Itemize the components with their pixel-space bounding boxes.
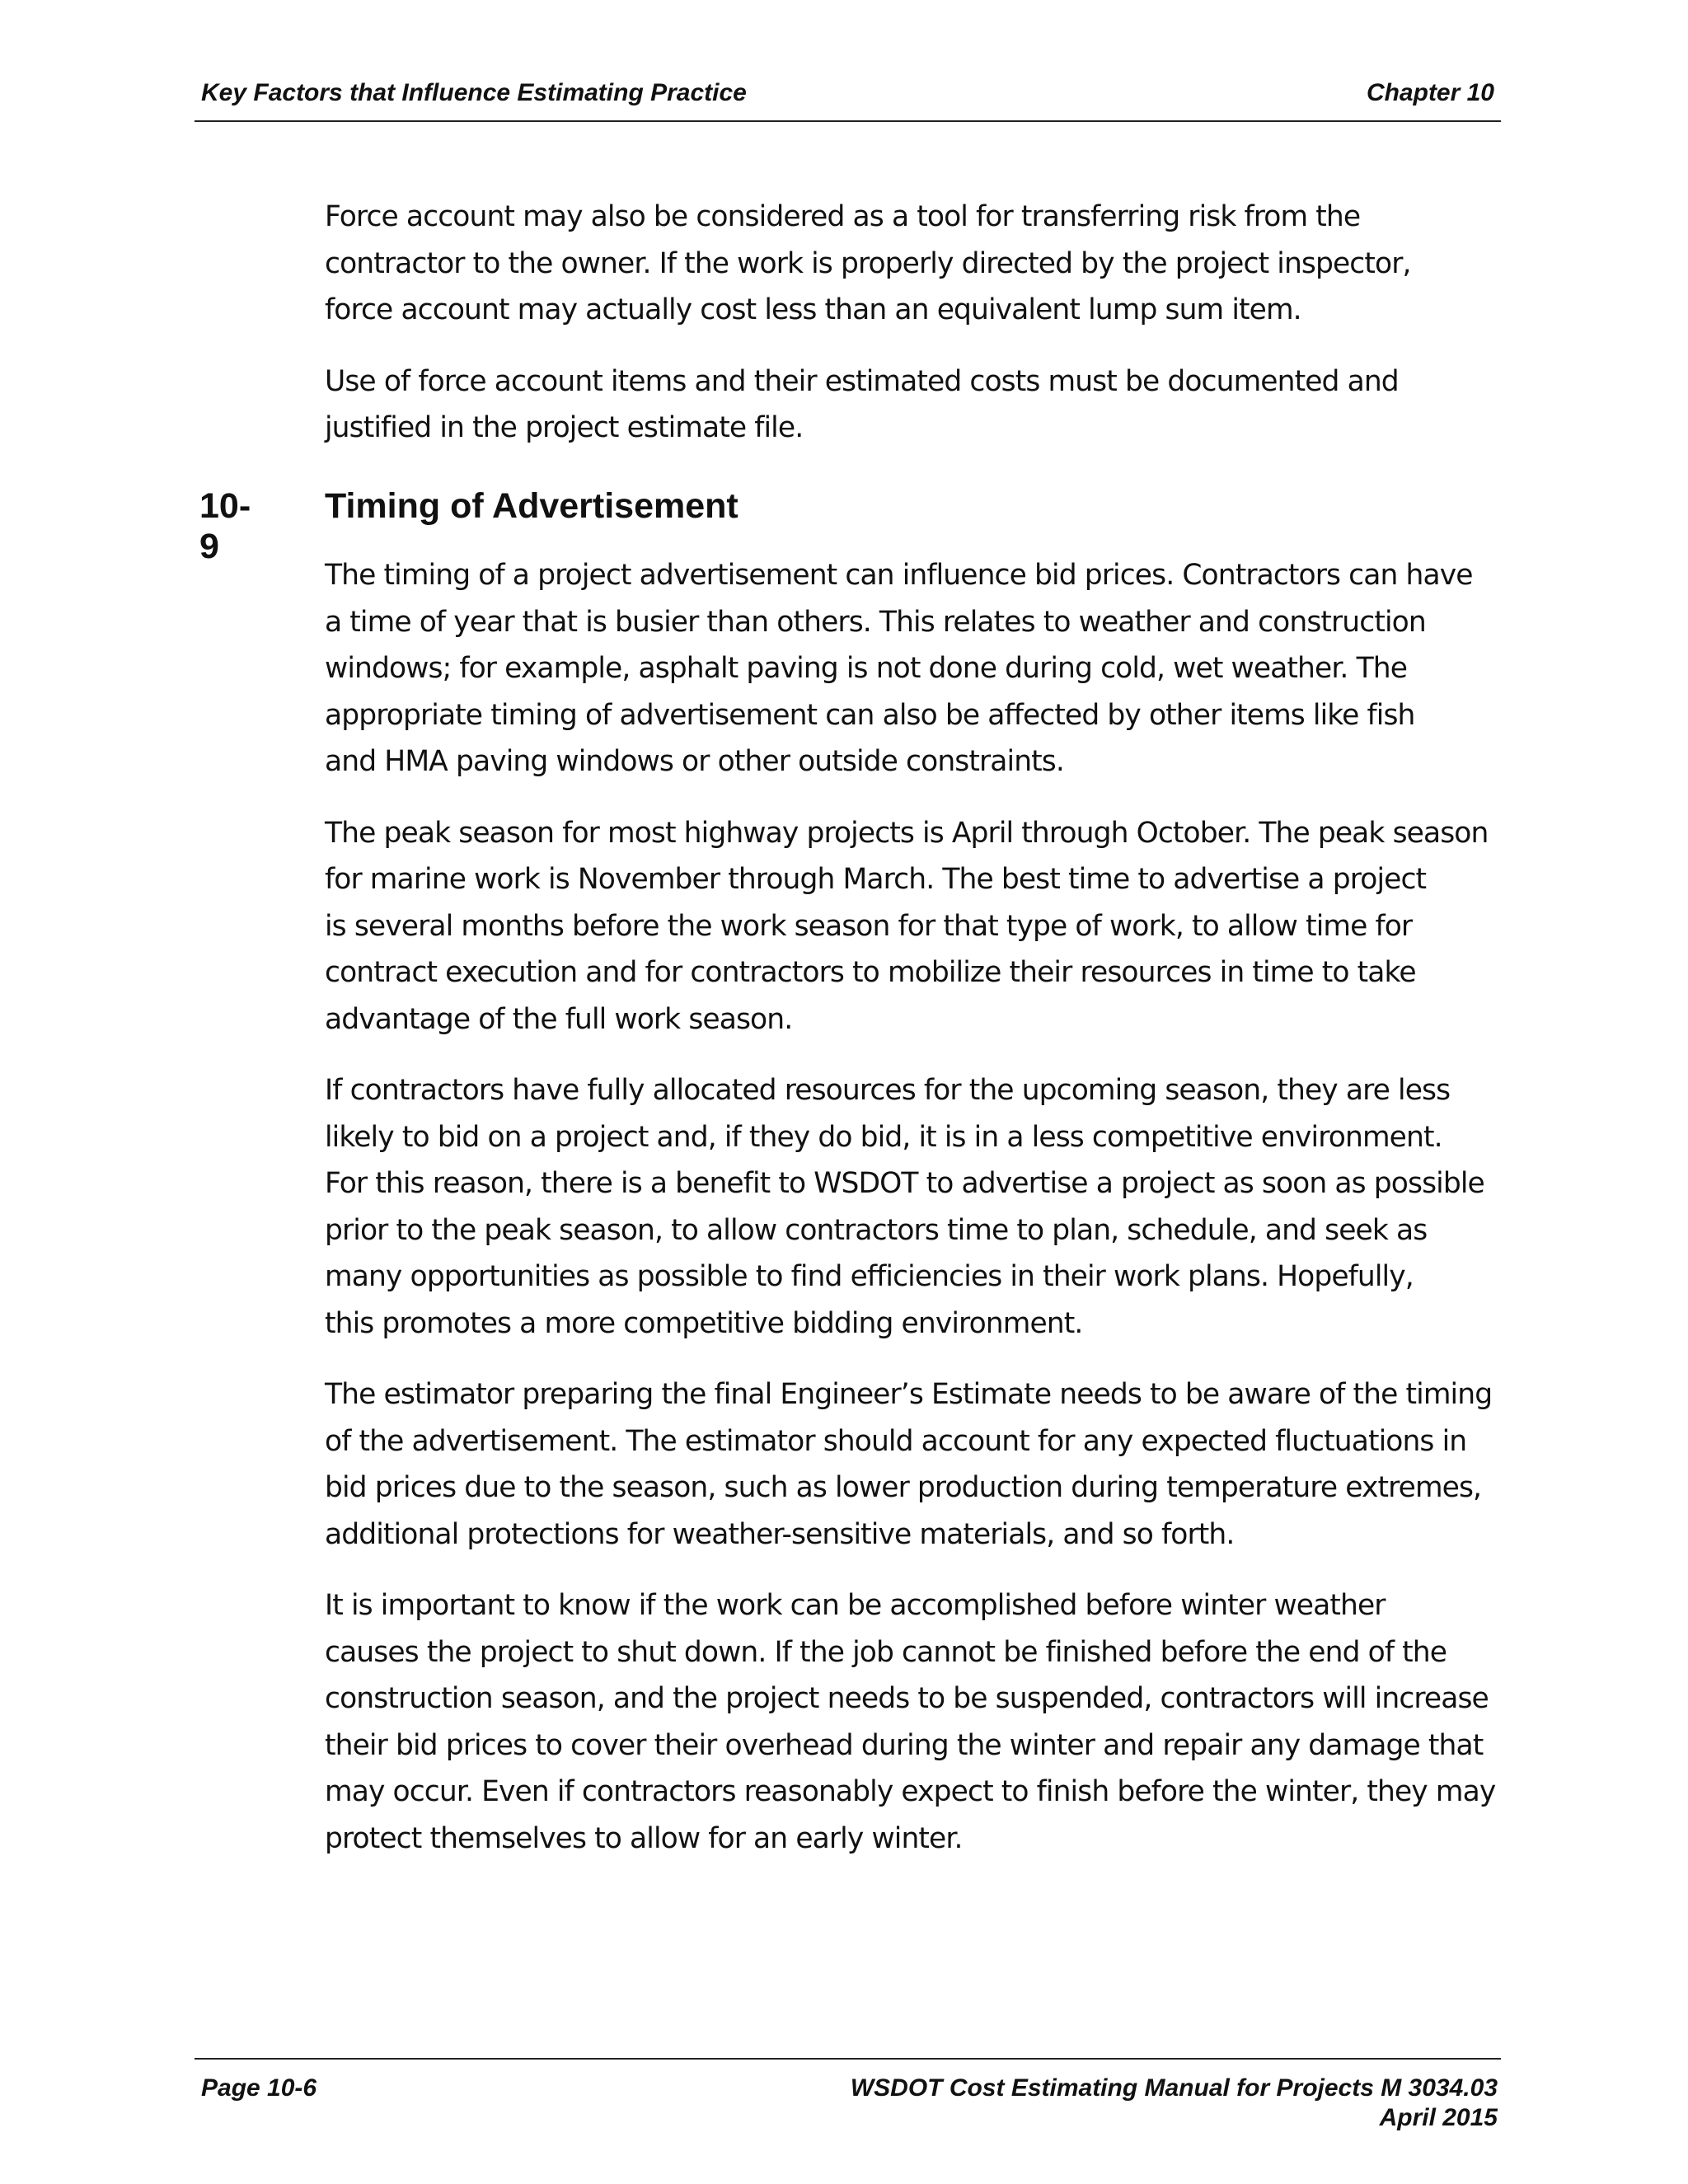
section-body (325, 552, 1503, 1886)
paragraph (325, 1582, 1503, 1862)
intro-text (325, 194, 1503, 476)
text-line: contractor to the owner. If the work is properly directed by the project inspector, (325, 246, 1411, 280)
text-line: this promotes a more competitive bidding environment. (325, 1306, 1083, 1340)
text-line: appropriate timing of advertisement can also be affected by other items like fish (325, 698, 1415, 732)
text-line: for marine work is November through March. The best time to advertise a project (325, 863, 1427, 896)
paragraph (325, 1371, 1503, 1558)
text-line: likely to bid on a project and, if they do bid, it is in a less competitive environment. (325, 1120, 1442, 1154)
header-chapter: Chapter 10 (1366, 79, 1494, 106)
text-line: The peak season for most highway projects is April through October. The peak season (325, 816, 1489, 850)
text-line: The timing of a project advertisement can influence bid prices. Contractors can have (325, 559, 1473, 592)
text-line: may occur. Even if contractors reasonably expect to finish before the winter, they may (325, 1775, 1496, 1808)
text-line: additional protections for weather-sensitive materials, and so forth. (325, 1517, 1235, 1551)
section-title: Timing of Advertisement (325, 486, 738, 526)
text-line: windows; for example, asphalt paving is not done during cold, wet weather. The (325, 652, 1408, 685)
publication-date: April 2015 (1379, 2104, 1498, 2131)
text-line: Use of force account items and their estimated costs must be documented and (325, 364, 1399, 398)
text-line: Force account may also be considered as a tool for transferring risk from the (325, 200, 1361, 233)
paragraph (325, 1067, 1503, 1347)
text-line: prior to the peak season, to allow contractors time to plan, schedule, and seek as (325, 1213, 1428, 1247)
paragraph (325, 552, 1503, 785)
header-title: Key Factors that Influence Estimating Practice (201, 79, 747, 106)
text-line: If contractors have fully allocated resources for the upcoming season, they are less (325, 1074, 1451, 1107)
text-line: is several months before the work season for that type of work, to allow time for (325, 909, 1413, 943)
text-line: The estimator preparing the final Engineer’s Estimate needs to be aware of the timing (325, 1378, 1493, 1411)
text-line: For this reason, there is a benefit to WSDOT to advertise a project as soon as possible (325, 1167, 1484, 1200)
text-line: construction season, and the project needs to be suspended, contractors will increase (325, 1682, 1489, 1715)
text-line: causes the project to shut down. If the job cannot be finished before the end of the (325, 1635, 1447, 1669)
text-line: force account may actually cost less than an equivalent lump sum item. (325, 293, 1301, 326)
text-line: It is important to know if the work can be accomplished before winter weather (325, 1589, 1386, 1622)
text-line: bid prices due to the season, such as lower production during temperature extremes, (325, 1471, 1482, 1504)
publication-title: WSDOT Cost Estimating Manual for Projects M 3034.03 (850, 2074, 1498, 2102)
text-line: their bid prices to cover their overhead during the winter and repair any damage that (325, 1728, 1484, 1762)
header-rule (195, 120, 1501, 122)
text-line: justified in the project estimate file. (325, 411, 804, 444)
text-line: a time of year that is busier than others. This relates to weather and construction (325, 605, 1426, 639)
page-number: Page 10-6 (201, 2074, 317, 2102)
text-line: advantage of the full work season. (325, 1002, 793, 1036)
text-line: of the advertisement. The estimator should account for any expected fluctuations in (325, 1424, 1467, 1458)
paragraph (325, 810, 1503, 1043)
running-header (195, 79, 1501, 112)
paragraph (325, 359, 1503, 452)
text-line: contract execution and for contractors to mobilize their resources in time to take (325, 956, 1416, 989)
footer-publication (851, 2074, 1498, 2133)
paragraph (325, 194, 1503, 334)
text-line: and HMA paving windows or other outside constraints. (325, 745, 1064, 778)
section-number: 10-9 (199, 486, 251, 566)
footer-rule (195, 2058, 1501, 2060)
text-line: many opportunities as possible to find efficiencies in their work plans. Hopefully, (325, 1260, 1414, 1293)
text-line: protect themselves to allow for an early winter. (325, 1821, 963, 1855)
